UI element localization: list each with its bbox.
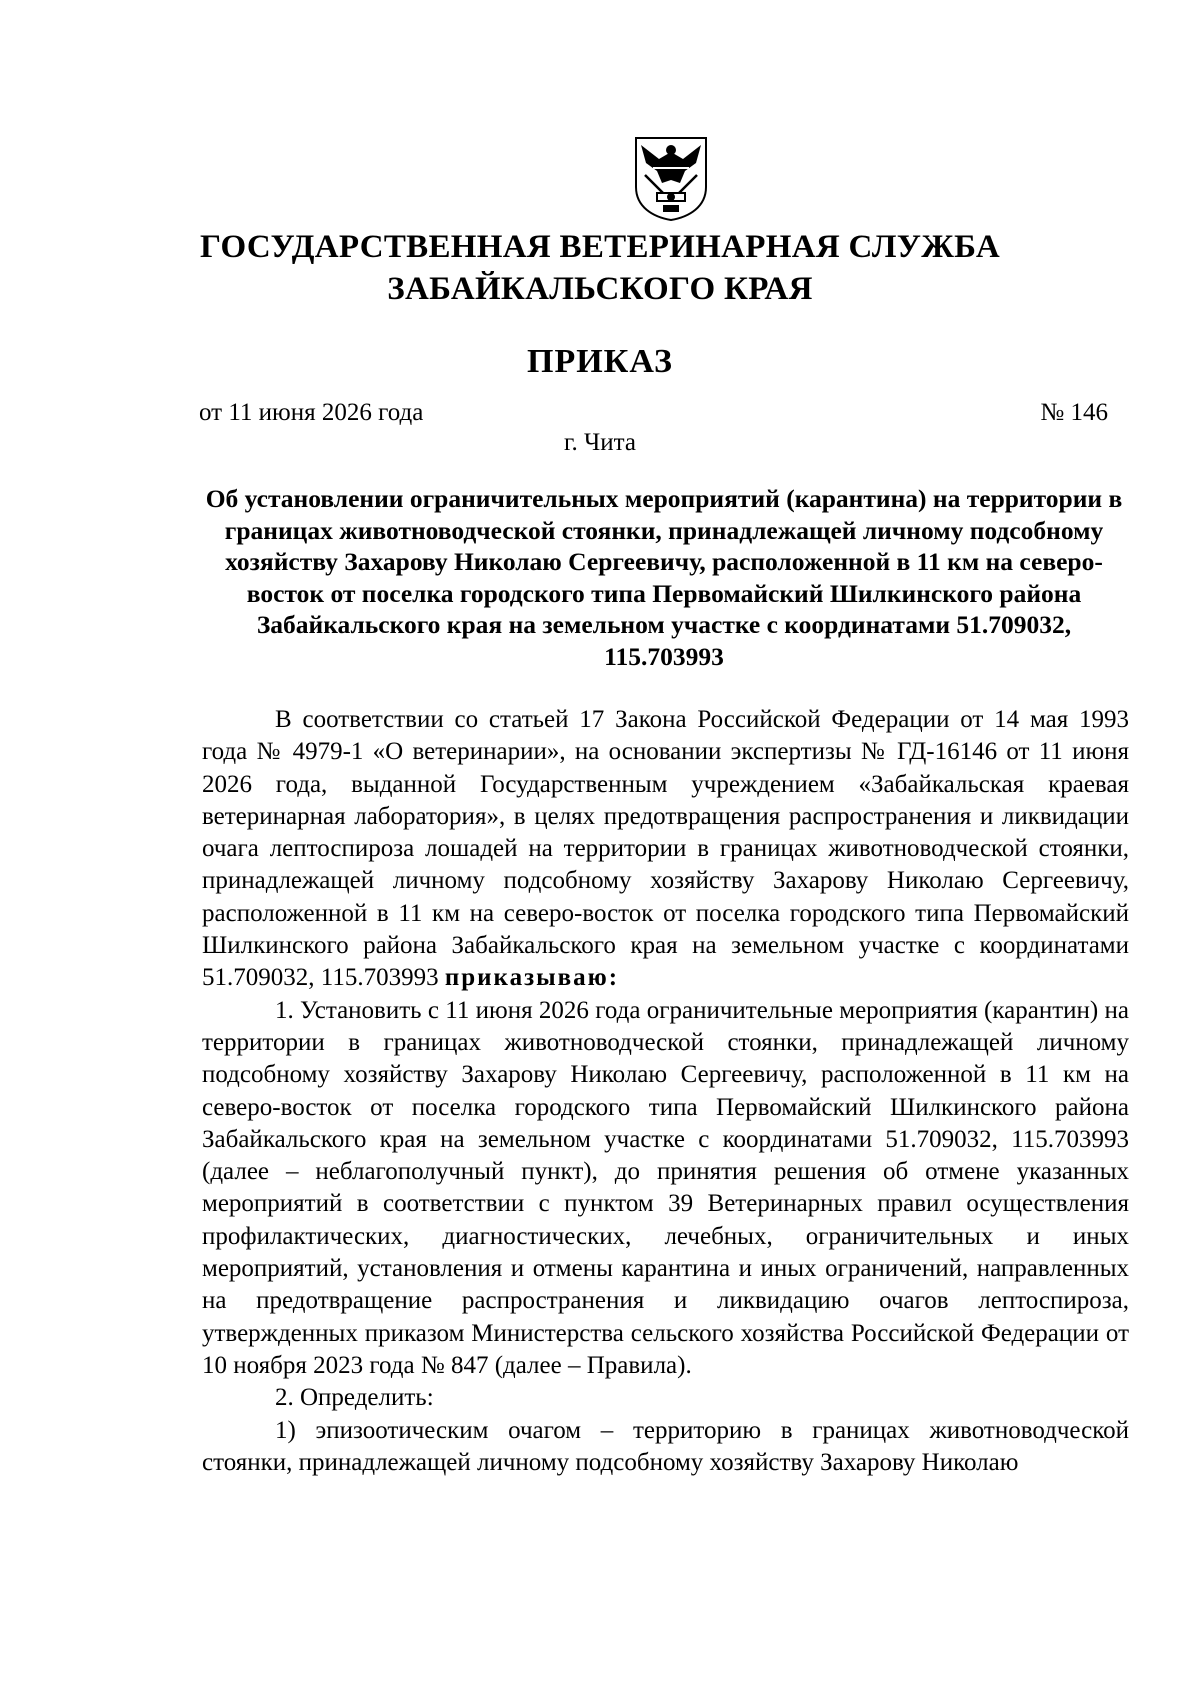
document-body xyxy=(202,704,1129,1479)
organization-name-line1: ГОСУДАРСТВЕННАЯ ВЕТЕРИНАРНАЯ СЛУЖБА xyxy=(199,229,1000,265)
document-type: ПРИКАЗ xyxy=(527,343,673,380)
document-city: г. Чита xyxy=(564,429,636,456)
preamble-paragraph xyxy=(202,704,1129,995)
item-2-1-paragraph: 1) эпизоотическим очагом – территорию в границах животноводческой стоянки, принадлежащей личному подсобному хозяйству Захарову Николаю xyxy=(202,1416,1129,1476)
organization-name-line2: ЗАБАЙКАЛЬСКОГО КРАЯ xyxy=(387,271,813,307)
coat-of-arms-icon xyxy=(633,135,709,221)
preamble-text: В соответствии со статьей 17 Закона Российской Федерации от 14 мая 1993 года № 4979-1 «О ветеринарии», на основании экспертизы № ГД-16146 от 11 июня 2026 года, выданной Государственным учреждением «Забайкальская краевая ветеринарная лаборатория», в целях предотвращения распространения и ликвидации очага лептоспироза лошадей на территории в границах животноводческой стоянки, принадлежащей личному подсобному хозяйству Захарову Николаю Сергеевичу, расположенной в 11 км на северо-восток от поселка городского типа Первомайский Шилкинского района Забайкальского края на земельном участке с координатами 51.709032, 115.703993 xyxy=(202,706,1129,992)
order-word: приказываю: xyxy=(444,964,620,992)
document-number: № 146 xyxy=(1040,399,1108,426)
document-subject: Об установлении ограничительных мероприятий (карантина) на территории в границах животноводческой стоянки, принадлежащей личному подсобному хозяйству Захарову Николаю Сергеевичу, расположенной в 11 км на северо-восток от поселка городского типа Первомайский Шилкинского района Забайкальского края на земельном участке с координатами 51.709032, 115.703993 xyxy=(205,484,1123,671)
item-1-paragraph: 1. Установить с 11 июня 2026 года ограничительные мероприятия (карантин) на территории в границах животноводческой стоянки, принадлежащей личному подсобному хозяйству Захарову Николаю Сергеевичу, расположенной в 11 км на северо-восток от поселка городского типа Первомайский Шилкинского района Забайкальского края на земельном участке с координатами 51.709032, 115.703993 (далее – неблагополучный пункт), до принятия решения об отмене указанных мероприятий в соответствии с пунктом 39 Ветеринарных правил осуществления профилактических, диагностических, лечебных, ограничительных и иных мероприятий, установления и отмены карантина и иных ограничений, направленных на предотвращение распространения и ликвидацию очагов лептоспироза, утвержденных приказом Министерства сельского хозяйства Российской Федерации от 10 ноября 2023 года № 847 (далее – Правила). xyxy=(202,996,1129,1379)
document-date: от 11 июня 2026 года xyxy=(199,399,424,426)
item-2-paragraph: 2. Определить: xyxy=(275,1384,434,1412)
